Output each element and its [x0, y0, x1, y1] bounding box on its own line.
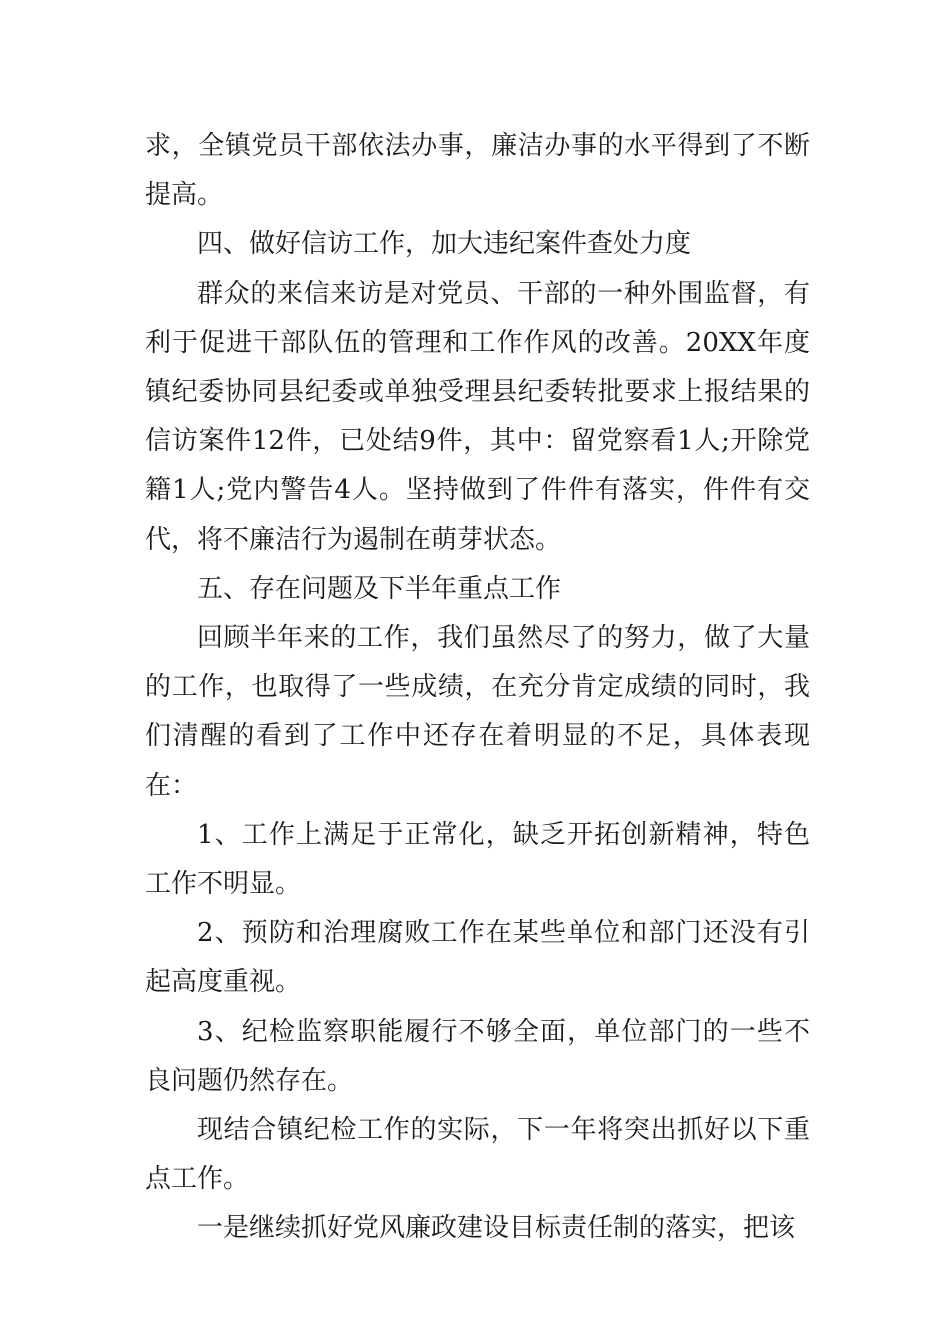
paragraph-point-one: 一是继续抓好党风廉政建设目标责任制的落实，把该 [197, 1213, 796, 1244]
paragraph-continuation: 求，全镇党员干部依法办事，廉洁办事的水平得到了不断提高。 [145, 131, 810, 211]
section-heading-four: 四、做好信访工作，加大违纪案件查处力度 [197, 229, 692, 260]
list-item-3: 3、纪检监察职能履行不够全面，单位部门的一些不良问题仍然存在。 [145, 1016, 810, 1096]
section-heading-five: 五、存在问题及下半年重点工作 [197, 573, 562, 604]
paragraph-next-year: 现结合镇纪检工作的实际，下一年将突出抓好以下重点工作。 [145, 1115, 810, 1195]
document-body [145, 122, 810, 1254]
list-item-1: 1、工作上满足于正常化，缺乏开拓创新精神，特色工作不明显。 [145, 819, 810, 900]
paragraph-review: 回顾半年来的工作，我们虽然尽了的努力，做了大量的工作，也取得了一些成绩，在充分肯定成绩的同时，我们清醒的看到了工作中还存在着明显的不足，具体表现在： [145, 623, 810, 801]
list-item-2: 2、预防和治理腐败工作在某些单位和部门还没有引起高度重视。 [145, 918, 810, 998]
paragraph-petitions: 群众的来信来访是对党员、干部的一种外围监督，有利于促进干部队伍的管理和工作作风的改善。20XX年度镇纪委协同县纪委或单独受理县纪委转批要求上报结果的信访案件12件，已处结9件，其中：留党察看1人;开除党籍1人;党内警告4人。坚持做到了件件有落实，件件有交代，将不廉洁行为遏制在萌芽状态。 [145, 278, 810, 555]
